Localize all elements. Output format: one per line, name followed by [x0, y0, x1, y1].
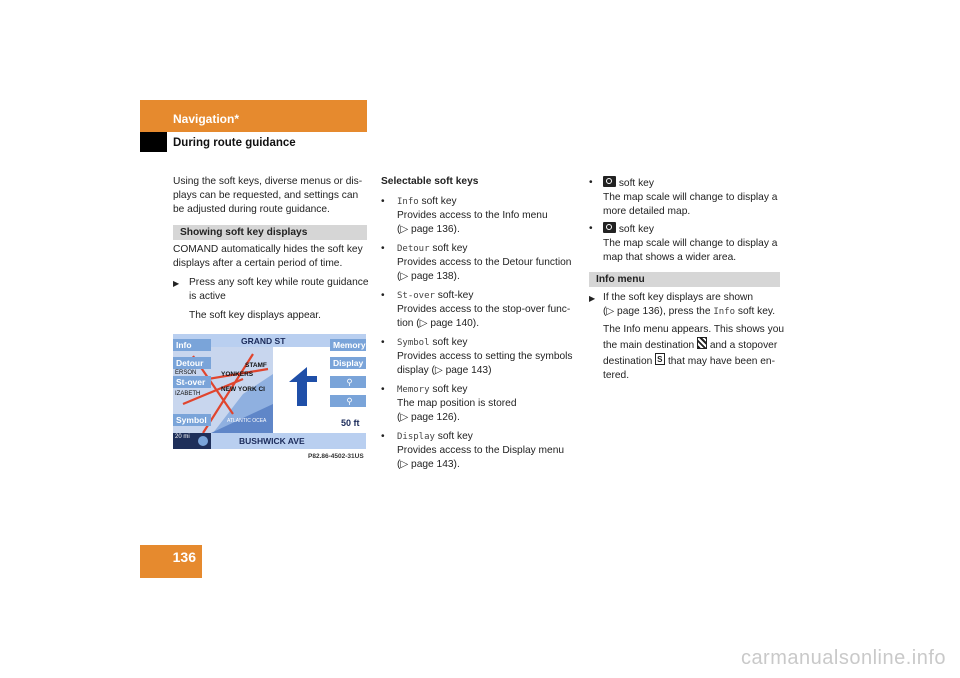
- softkey-item-symbol: [381, 336, 581, 383]
- figure-key-detour: Detour: [173, 357, 211, 369]
- info-result-post: that may have been en-: [665, 356, 775, 367]
- figure-place-stamford: STAMF: [245, 362, 267, 369]
- softkey-item-info: [381, 195, 581, 242]
- softkey-item-display: [381, 430, 581, 477]
- key-name: St-over: [397, 291, 435, 301]
- figure-place-yonkers: YONKERS: [221, 371, 254, 378]
- section-title: Navigation*: [173, 112, 240, 126]
- info-result-pre: the main destination: [603, 340, 698, 351]
- hide-line: displays after a certain period of time.: [173, 258, 343, 269]
- page-number: 136: [140, 545, 202, 578]
- section-bar-info-menu: Info menu: [589, 272, 780, 287]
- softkey-item-memory: [381, 383, 581, 430]
- softkey-list: [381, 195, 581, 477]
- info-result-line: [603, 353, 793, 369]
- step-line: is active: [189, 291, 226, 302]
- list-bullet: •: [381, 243, 385, 254]
- hide-line: COMAND automatically hides the soft key: [173, 244, 363, 255]
- item-line: (▷ page 138).: [397, 271, 460, 282]
- key-suffix: soft key: [616, 224, 654, 235]
- header-marker: [140, 132, 167, 152]
- hide-paragraph: [173, 243, 373, 271]
- item-line: (▷ page 136).: [397, 224, 460, 235]
- info-result-post: and a stopover: [707, 340, 778, 351]
- intro-line: plays can be requested, and settings can: [173, 190, 359, 201]
- list-bullet: •: [381, 337, 385, 348]
- key-suffix: soft key: [434, 431, 473, 442]
- figure-caption: P82.86-4502-31US: [308, 453, 364, 460]
- item-line: Provides access to setting the symbols: [397, 351, 573, 362]
- figure-key-symbol: Symbol: [173, 414, 211, 426]
- item-line: Provides access to the Info menu: [397, 210, 548, 221]
- info-result-pre: destination: [603, 356, 656, 367]
- item-line: Provides access to the Display menu: [397, 445, 565, 456]
- figure-scale: 20 mi: [175, 434, 190, 440]
- zoom-out-item: [589, 222, 789, 268]
- figure-place-izabeth: IZABETH: [175, 391, 201, 397]
- item-line: The map scale will change to display a: [603, 238, 778, 249]
- list-bullet: •: [381, 431, 385, 442]
- subsection-title: During route guidance: [173, 137, 296, 149]
- selectable-keys-heading: Selectable soft keys: [381, 176, 479, 187]
- list-bullet: •: [381, 290, 385, 301]
- key-name: Info: [713, 307, 736, 317]
- zoom-in-item: [589, 176, 789, 222]
- info-step-pre: (▷ page 136), press the: [603, 306, 714, 317]
- figure-distance: 50 ft: [341, 418, 360, 428]
- intro-line: be adjusted during route guidance.: [173, 204, 330, 215]
- key-suffix: soft key: [418, 196, 457, 207]
- info-step-post: soft key.: [735, 306, 776, 317]
- item-line: Provides access to the stop-over func-: [397, 304, 571, 315]
- zoom-list: [589, 176, 789, 268]
- zoom-in-icon: [603, 176, 616, 187]
- figure-key-stover: St-over: [173, 376, 211, 388]
- figure-key-memory: Memory: [330, 339, 366, 351]
- key-name: Info: [397, 197, 419, 207]
- watermark: carmanualsonline.info: [740, 647, 946, 669]
- info-result: [603, 323, 793, 383]
- info-step-line: [603, 305, 789, 319]
- step-line: Press any soft key while route guidance: [189, 277, 369, 288]
- key-suffix: soft key: [429, 337, 468, 348]
- item-line: (▷ page 143).: [397, 459, 460, 470]
- figure-key-info: Info: [173, 339, 211, 351]
- step-instruction: [173, 276, 373, 308]
- item-line: (▷ page 126).: [397, 412, 460, 423]
- key-suffix: soft key: [616, 178, 654, 189]
- list-bullet: •: [381, 384, 385, 395]
- list-bullet: •: [589, 177, 593, 188]
- key-suffix: soft key: [429, 384, 468, 395]
- key-suffix: soft key: [429, 243, 468, 254]
- key-suffix: soft-key: [434, 290, 474, 301]
- info-step-line: If the soft key displays are shown: [603, 292, 754, 303]
- item-line: tion (▷ page 140).: [397, 318, 480, 329]
- list-bullet: •: [381, 196, 385, 207]
- item-line: map that shows a wider area.: [603, 252, 737, 263]
- figure-place-erson: ERSON: [175, 370, 197, 376]
- step-arrow-icon: ▶: [173, 279, 180, 288]
- info-step: [589, 291, 789, 319]
- step-result: The soft key displays appear.: [189, 310, 321, 321]
- softkey-item-detour: [381, 242, 581, 289]
- intro-paragraph: [173, 175, 373, 217]
- figure-zoom-in-icon: ⚲: [330, 376, 366, 388]
- softkey-item-stover: [381, 289, 581, 336]
- key-name: Symbol: [397, 338, 430, 348]
- info-result-line: [603, 337, 793, 353]
- zoom-out-icon: [603, 222, 616, 233]
- item-line: The map position is stored: [397, 398, 517, 409]
- item-line: Provides access to the Detour function: [397, 257, 572, 268]
- key-name: Detour: [397, 244, 430, 254]
- item-line: display (▷ page 143): [397, 365, 492, 376]
- map-svg: [173, 334, 366, 449]
- step-arrow-icon: ▶: [589, 294, 596, 303]
- key-name: Memory: [397, 385, 430, 395]
- key-name: Display: [397, 432, 435, 442]
- item-line: The map scale will change to display a: [603, 192, 778, 203]
- info-result-line: The Info menu appears. This shows you: [603, 324, 785, 335]
- info-result-line: tered.: [603, 370, 630, 381]
- list-bullet: •: [589, 223, 593, 234]
- navigation-map-figure: [173, 334, 366, 449]
- intro-line: Using the soft keys, diverse menus or dis-: [173, 176, 363, 187]
- figure-key-display: Display: [330, 357, 366, 369]
- figure-zoom-out-icon: ⚲: [330, 395, 366, 407]
- figure-place-ocean: ATLANTIC OCEA: [227, 418, 267, 424]
- section-bar-soft-key-displays: Showing soft key displays: [173, 225, 367, 240]
- stopover-destination-icon: [655, 353, 665, 365]
- item-line: more detailed map.: [603, 206, 691, 217]
- figure-street-bottom: BUSHWICK AVE: [239, 436, 305, 446]
- figure-street-top: GRAND ST: [241, 336, 286, 346]
- main-destination-flag-icon: [697, 337, 707, 349]
- figure-place-newyork: NEW YORK CI: [221, 386, 265, 393]
